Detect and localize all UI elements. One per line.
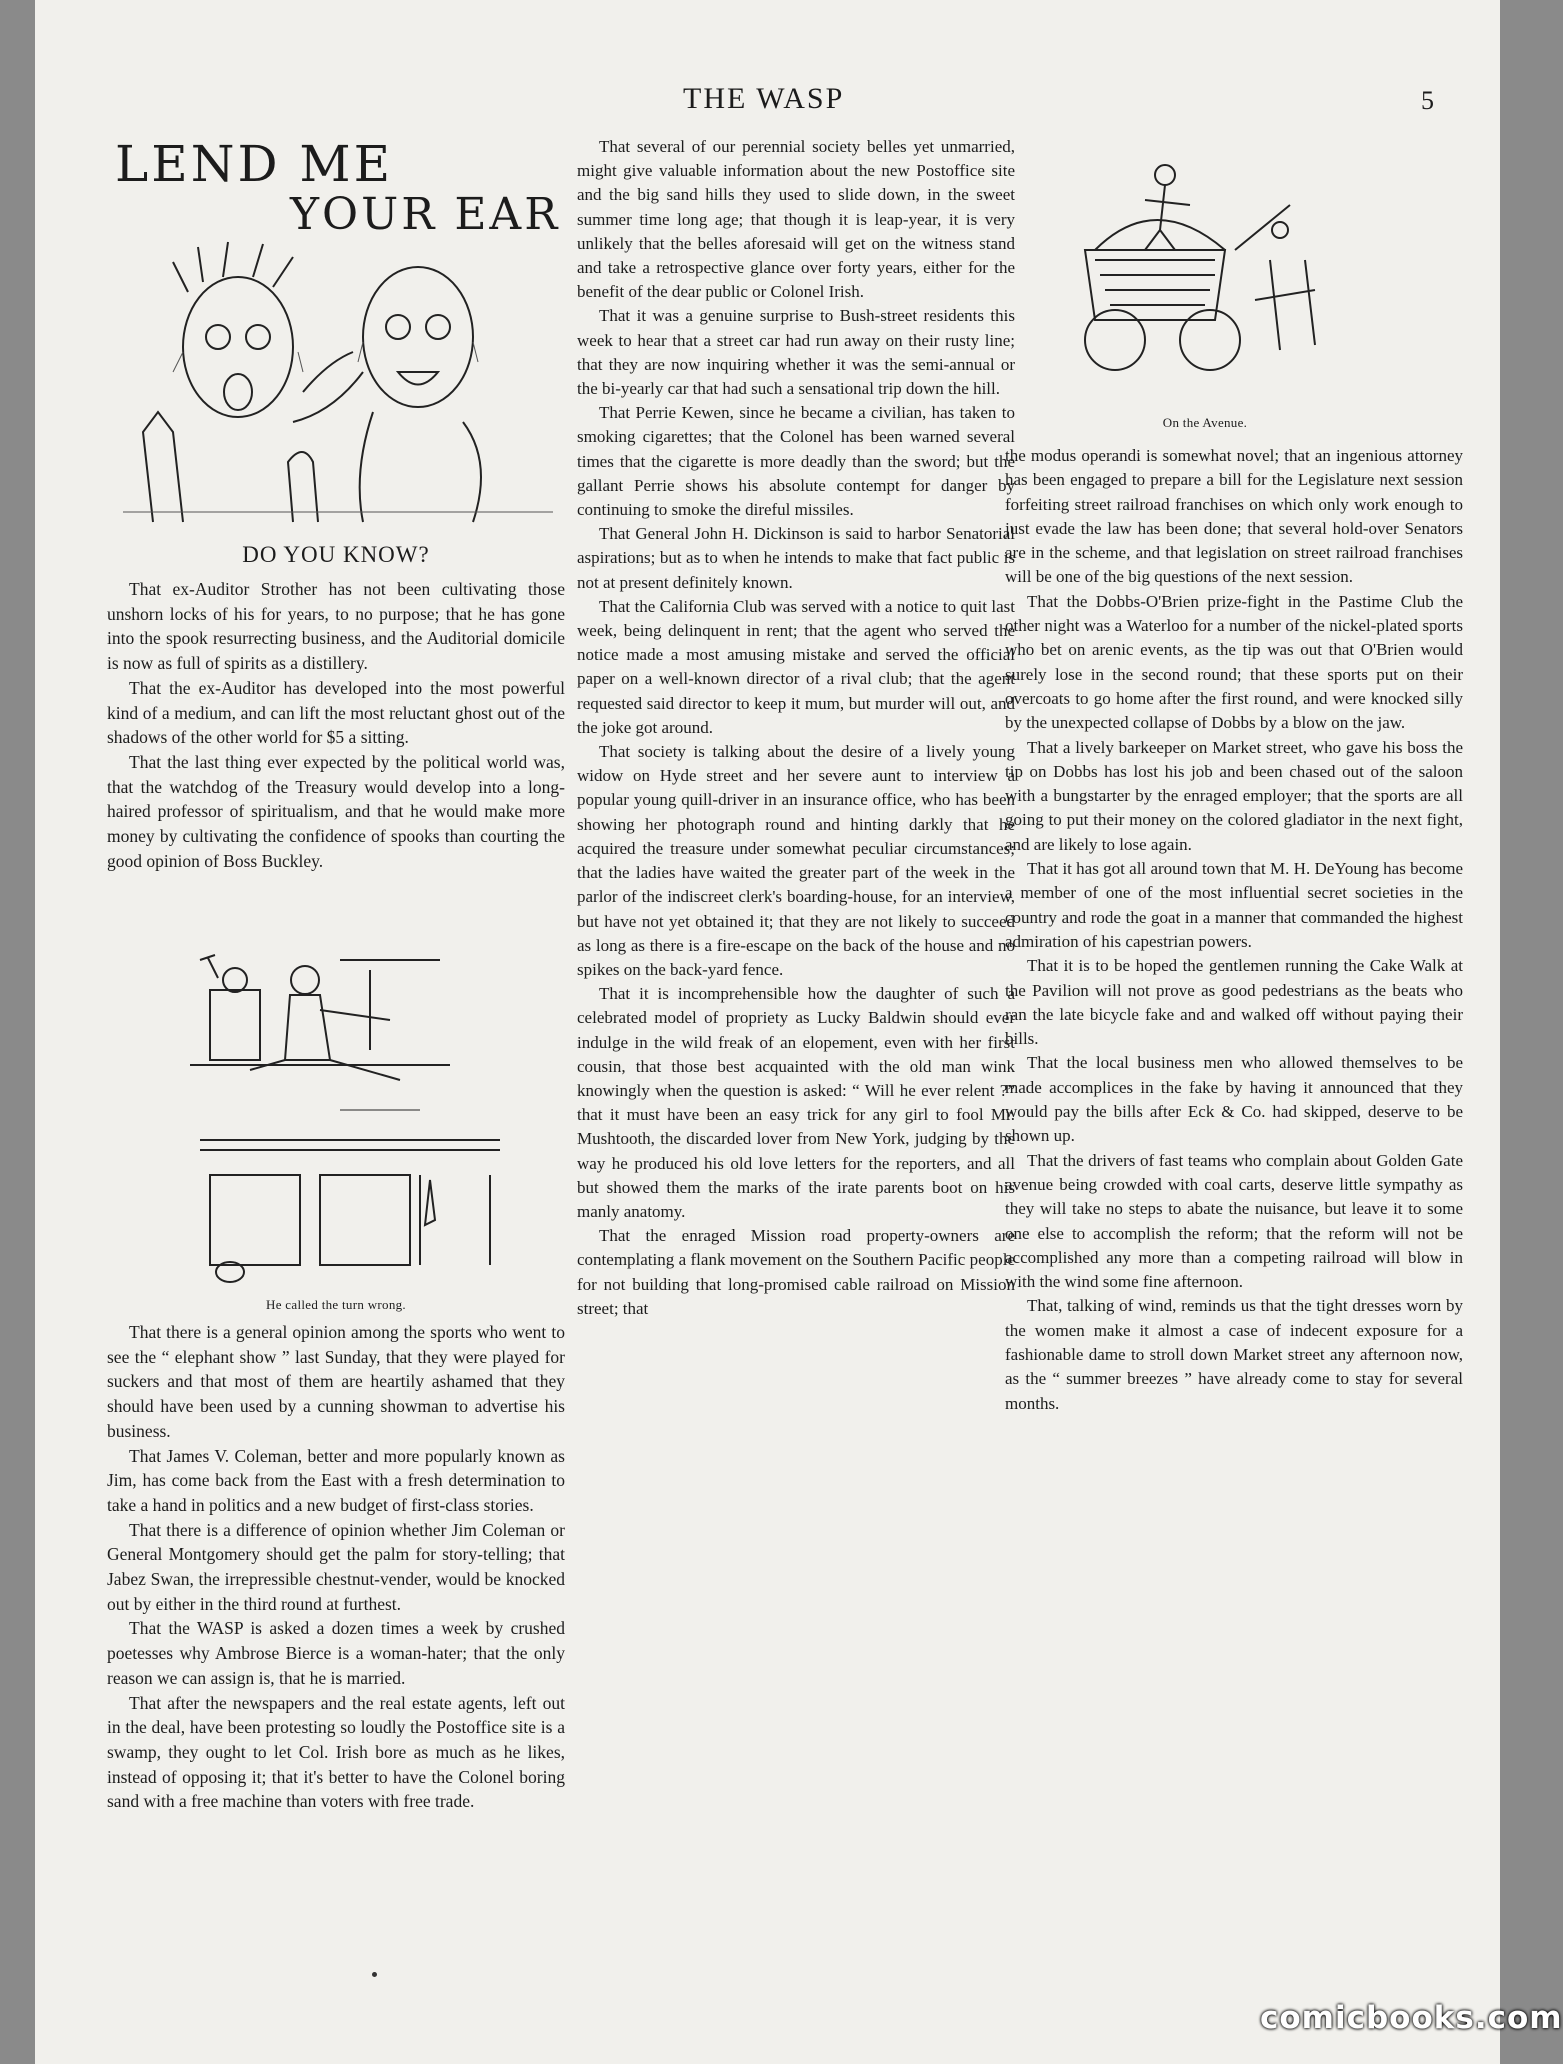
paragraph: That it was a genuine surprise to Bush-street residents this week to hear that a street car had run away on their rusty line; that they are now inquiring whether it was the semi-annual or the bi-yearly car that had such a sensational trip down the hill. xyxy=(577,306,1015,399)
paragraph: That society is talking about the desire of a lively young widow on Hyde street and her severe aunt to interview a popular young quill-driver in an insurance office, who has been showing her photograph round and hinting darkly that he acquired the treasure under somewhat peculiar circumstances; that the ladies have waited the greater part of the week in the parlor of the indiscreet clerk's boarding-house, for an interview, but have not yet obtained it; that they are not likely to succeed as long as there is a fire-escape on the back of the house and no spikes on the back-yard fence. xyxy=(577,742,1015,979)
paragraph: That, talking of wind, reminds us that the tight dresses worn by the women make it almost a case of indecent exposure for a fashionable dame to stroll down Market street any afternoon now, as the “ summer breezes ” have already come to stay for several months. xyxy=(1005,1296,1463,1413)
column-2 xyxy=(577,135,1015,1321)
two-faces-illustration xyxy=(113,222,563,522)
paragraph: That the last thing ever expected by the political world was, that the watchdog of the Treasury would develop into a long-haired professor of spiritualism, and that he would make more money by cultivating the confidence of spooks than courting the good opinion of Boss Buckley. xyxy=(107,751,565,871)
caption-avenue: On the Avenue. xyxy=(1162,415,1248,430)
heading-line2: YOUR EAR xyxy=(290,189,561,240)
column-1-lower xyxy=(107,1320,565,1814)
paragraph: the modus operandi is somewhat novel; that an ingenious attorney has been engaged to prepare a bill for the Legislature next session forfeiting street railroad franchises on which only work enough to just evade the law has been done; that several hold-over Senators are in the scheme, and that legislation on street railroad franchises will be one of the big questions of the next session. xyxy=(1005,446,1463,587)
masthead: THE WASP xyxy=(683,82,845,115)
page-number: 5 xyxy=(1421,86,1434,115)
heading-line1: LEND ME xyxy=(115,135,394,193)
do-you-know-subhead: DO YOU KNOW? xyxy=(242,542,430,567)
speck xyxy=(372,1972,377,1977)
paragraph: That the drivers of fast teams who complain about Golden Gate avenue being crowded with coal carts, deserve little sympathy as they will take no steps to abate the nuisance, but leave it to some one else to accomplish the reform; that the reform will not be accomplished any more than a competing railroad will blow in with the wind some fine afternoon. xyxy=(1005,1150,1463,1292)
turn-wrong-illustration xyxy=(190,950,520,1295)
lend-me-your-ear-heading xyxy=(105,135,563,240)
paragraph: That General John H. Dickinson is said to harbor Senatorial aspirations; but as to when he intends to make that fact public is not at present definitely known. xyxy=(577,524,1015,592)
paragraph: That the California Club was served with a notice to quit last week, being delinquent in rent; that the agent who served the notice made a most amusing mistake and served the official paper on a well-known director of a rival club; that the agent requested said director to keep it mum, but murder will out, and the joke got around. xyxy=(577,596,1015,737)
paragraph: That a lively barkeeper on Market street, who gave his boss the tip on Dobbs has lost his job and been chased out of the saloon with a bungstarter by the enraged employer; that the sports are all going to put their money on the colored gladiator in the next fight, and are likely to lose again. xyxy=(1005,737,1463,854)
paragraph: That several of our perennial society belles yet unmarried, might give valuable information about the new Postoffice site and the big sand hills they used to slide down, in the sweet summer time long age; that though it is leap-year, it is very unlikely that the belles aforesaid will get on the witness stand and take a retrospective glance over forty years, either for the benefit of the dear public or Colonel Irish. xyxy=(577,137,1015,302)
magazine-page xyxy=(35,0,1563,2064)
paragraph: That ex-Auditor Strother has not been cultivating those unshorn locks of his for years, to no purpose; that he has gone into the spook resurrecting business, and the Auditorial domicile is now as full of spirits as a distillery. xyxy=(107,579,565,674)
paragraph: That the local business men who allowed themselves to be made accomplices in the fake by having it announced that they would pay the bills after Eck & Co. had skipped, deserve to be shown up. xyxy=(1005,1053,1463,1146)
caption-turn-wrong: He called the turn wrong. xyxy=(266,1297,406,1312)
paragraph: That the Dobbs-O'Brien prize-fight in the Pastime Club the other night was a Waterloo for a number of the nickel-plated sports who bet on arenic events, as the tip was out that O'Brien would surely lose in the second round; that these sports put on their overcoats to go home after the first round, and were knocked silly by the unexpected collapse of Dobbs by a blow on the jaw. xyxy=(1005,591,1463,733)
column-3 xyxy=(1005,444,1463,1416)
on-the-avenue-illustration xyxy=(1075,150,1335,412)
paragraph: That the ex-Auditor has developed into the most powerful kind of a medium, and can lift the most reluctant ghost out of the shadows of the other world for $5 a sitting. xyxy=(107,677,565,748)
paragraph: That it is to be hoped the gentlemen running the Cake Walk at the Pavilion will not prove as good pedestrians as the beats who ran the late bicycle fake and and walked off without paying their bills. xyxy=(1005,956,1463,1049)
paragraph: That James V. Coleman, better and more popularly known as Jim, has come back from the East with a fresh determination to take a hand in politics and a new budget of first-class stories. xyxy=(107,1445,565,1515)
paragraph: That the enraged Mission road property-owners are contemplating a flank movement on the Southern Pacific people for not building that long-promised cable railroad on Mission street; that xyxy=(577,1226,1015,1318)
paragraph: That it is incomprehensible how the daughter of such a celebrated model of propriety as Lucky Baldwin should ever indulge in the wild freak of an elopement, even with her first cousin, that those best acquainted with the old man wink knowingly when the question is asked: “ Will he ever relent ?” that it must have been an easy trick for any girl to fool Mr. Mushtooth, the discarded lover from New York, judging by the way he produced his old love letters for the reporters, and all but showed them the marks of the irate parents boot on his manly anatomy. xyxy=(577,984,1015,1221)
paragraph: That there is a difference of opinion whether Jim Coleman or General Montgomery should get the palm for story-telling; that Jabez Swan, the irrepressible chestnut-vender, would be knocked out by either in the third round at furthest. xyxy=(107,1519,565,1614)
watermark-logo: comicbooks.com xyxy=(1260,2000,1563,2036)
column-1-upper xyxy=(107,577,565,873)
paragraph: That it has got all around town that M. H. DeYoung has become a member of one of the most influential secret societies in the country and rode the goat in a manner that commanded the highest admiration of his capestrian powers. xyxy=(1005,859,1463,951)
paragraph: That Perrie Kewen, since he became a civilian, has taken to smoking cigarettes; that the Colonel has been warned several times that the cigarette is more deadly than the sword; but the gallant Perrie shows his absolute contempt for danger by continuing to smoke the direful missiles. xyxy=(577,403,1015,520)
paragraph: That after the newspapers and the real estate agents, left out in the deal, have been protesting so loudly the Postoffice site is a swamp, they ought to let Col. Irish bore as much as he likes, instead of opposing it; that it's better to have the Colonel boring sand with a free machine than voters with free trade. xyxy=(107,1692,565,1812)
paragraph: That the WASP is asked a dozen times a week by crushed poetesses why Ambrose Bierce is a woman-hater; that the only reason we can assign is, that he is married. xyxy=(107,1618,565,1688)
paragraph: That there is a general opinion among the sports who went to see the “ elephant show ” last Sunday, that they were played for suckers and that most of them are heartily ashamed that they should have been used by a cunning showman to advertise his business. xyxy=(107,1322,565,1441)
